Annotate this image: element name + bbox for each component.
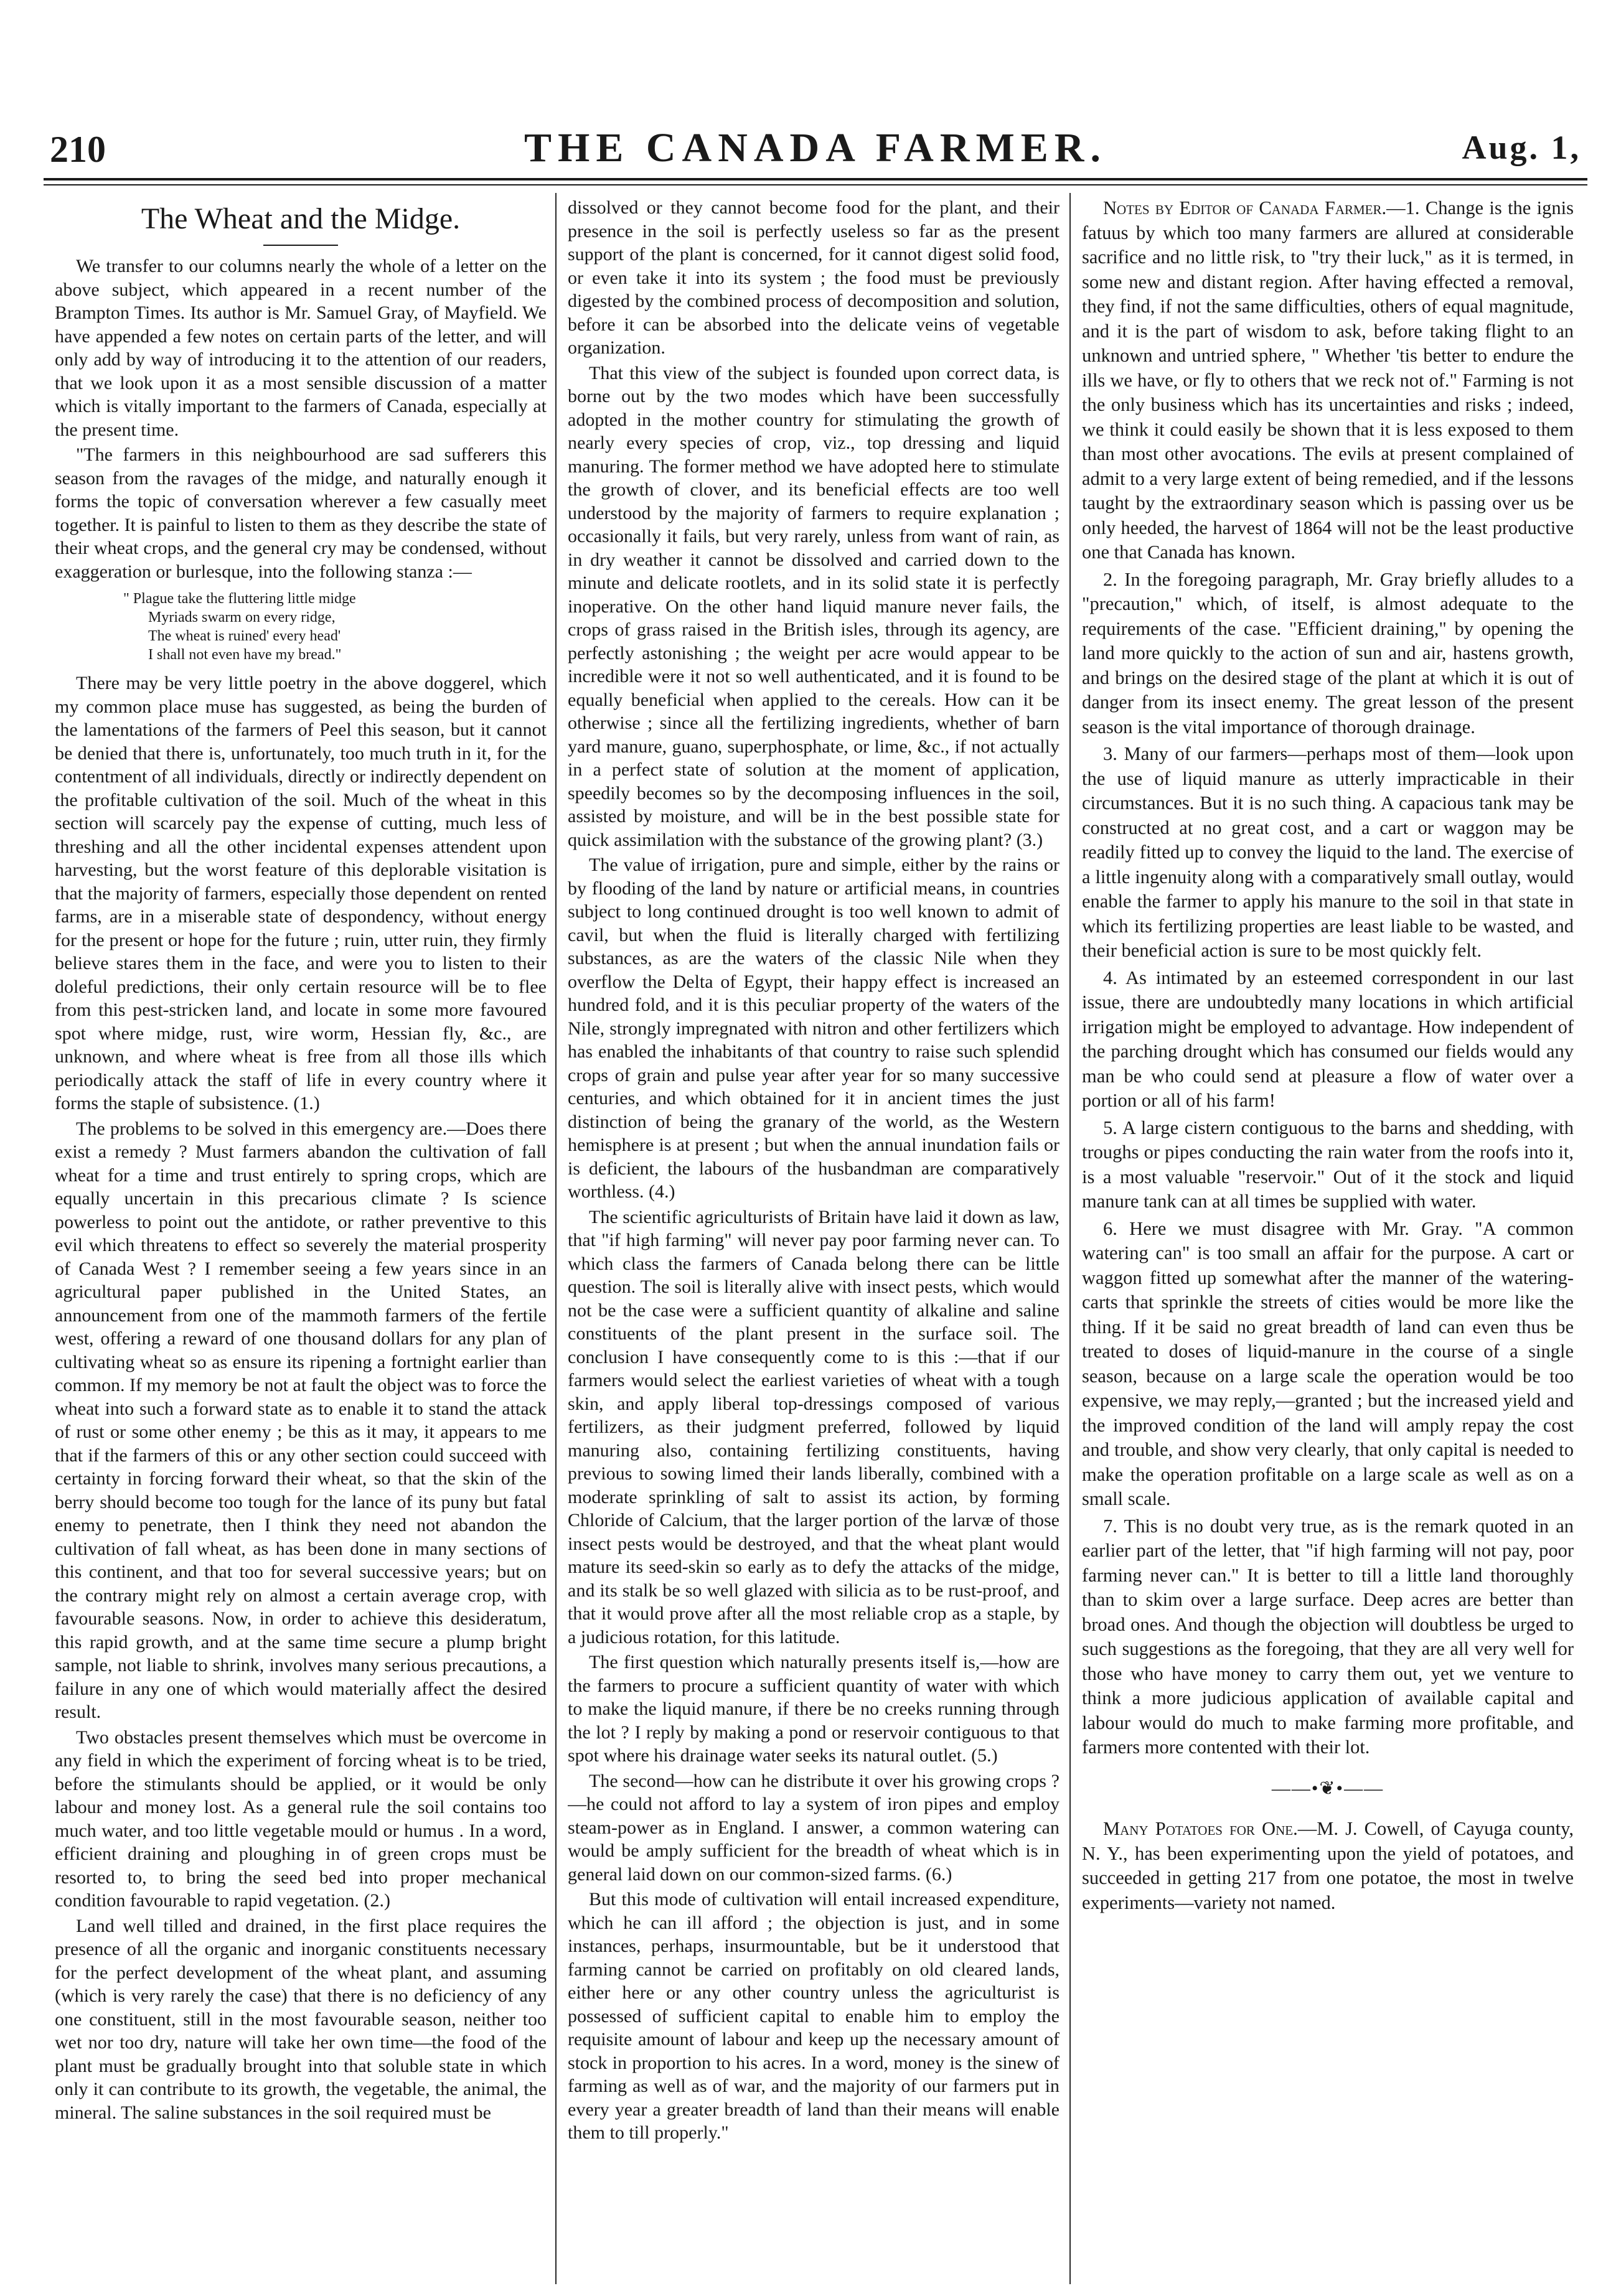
column-1	[55, 196, 547, 2281]
editor-note-2: 2. In the foregoing paragraph, Mr. Gray briefly alludes to a "precaution," which, of itself, is almost adequate to the requirements of the case. "Efficient draining," by opening the land more quickly to the action of sun and air, hastens growth, and brings on the desired stage of the plant at which it is out of danger from its insect enemy. The great lesson of the present season is the vital importance of thorough drainage.	[1082, 568, 1574, 738]
header-rule-thin	[44, 184, 1587, 185]
header-rule-thick	[44, 178, 1587, 180]
letter-paragraph-3: The problems to be solved in this emergency are.—Does there exist a remedy ? Must farmers abandon the cultivation of fall wheat for a time and trust entirely to spring crops, which are equally uncertain in this precarious climate ? Is science powerless to point out the antidote, or rather preventive to this evil which threatens to effect so severely the material prosperity of Canada West ? I remember seeing a few years since in an agricultural paper published in the United States, an announcement from one of the mammoth farmers of the fertile west, offering a reward of one thousand dollars for any plan of cultivating wheat so as ensure its ripening a fortnight earlier than common. If my memory be not at fault the object was to force the wheat into such a forward state as to enable it to stand the attack of rust or some other enemy ; be this as it may, it appears to me that if the farmers of this or any other section could succeed with certainty in forcing forward their wheat, so that the skin of the berry should become too tough for the lance of its puny but fatal enemy to penetrate, then I think they need not abandon the cultivation of fall wheat, as has been done in many sections of this continent, and that too for several successive years; but on the contrary might rely on almost a certain average crop, with favourable seasons. Now, in order to achieve this desideratum, this rapid growth, and at the same time secure a plump bright sample, not liable to shrink, involves many serious precautions, a failure in any one of which would materially affect the desired result.	[55, 1118, 547, 1722]
letter-paragraph-9: The scientific agriculturists of Britain have laid it down as law, that "if high farming" will never pay poor farming never can. To which class the farmers of Canada belong there can be little question. The soil is literally alive with insect pests, which would not be the case were a sufficient quantity of alkaline and saline constituents of the plant present in the surface soil. The conclusion I have consequently come to is this :—that if our farmers would select the earliest varieties of wheat with a tough skin, and apply liberal top-dressings composed of various fertilizers, as their judgment preferred, followed by liquid manuring also, containing fertilizing constituents, having previous to sowing limed their lands liberally, combined with a moderate sprinkling of salt to assist its action, by forming Chloride of Calcium, that the larger portion of the larvæ of those insect pests would be destroyed, and that the wheat plant would mature its seed-skin so early as to defy the attacks of the midge, and its stalk be so well glazed with silicia as to be rust-proof, and that it would prove after all the most reliable crop as a staple, by a judicious rotation, for this latitude.	[568, 1206, 1060, 1647]
potatoes-lead: Many Potatoes for One.	[1103, 1818, 1298, 1839]
letter-paragraph-4: Two obstacles present themselves which must be overcome in any field in which the experiment of forcing wheat is to be tried, before the stimulants should be applied, or it would be only labour and money lost. As a general rule the soil contains too much water, and too little vegetable mould or humus . In a word, efficient draining and ploughing in of green crops must be resorted to, to bring the seed bed into proper mechanical condition favourable to rapid vegetation. (2.)	[55, 1727, 547, 1911]
article-headline: The Wheat and the Midge.	[141, 202, 461, 235]
editor-note-6: 6. Here we must disagree with Mr. Gray. "A common watering can" is too small an affair for the purpose. A cart or waggon fitted up somewhat after the manner of the watering-carts that sprinkle the streets of cities would be more like the thing. If it be said no great breadth of land can even thus be treated to doses of liquid-manure in the course of a single season, because on a large scale the operation would be too expensive, we may reply,—granted ; but the increased yield and the improved condition of the land will amply repay the cost and trouble, and show very clearly, that only capital is needed to make the operation profitable on a large scale as well as on a small scale.	[1082, 1217, 1574, 1509]
editor-note-1-text: —1. Change is the ignis fatuus by which too many farmers are allured at considerable sacrifice and no little risk, to "try their luck," as it is termed, in some new and distant region. After having effected a removal, they find, if not the same difficulties, others of equal magnitude, and it is the part of wisdom to ask, before taking flight to an unknown and untried sphere, " Whether 'tis better to endure the ills we have, or fly to others that we reck not of." Farming is not the only business which has its uncertainties and risks ; indeed, we think it could easily be shown that it is less exposed to them than most other avocations. The evils at present complained of admit to a very large extent of being remedied, and if the lessons taught by the extraordinary season which is passing over us be only heeded, the harvest of 1864 will not be the least productive one that Canada has known.	[1082, 197, 1574, 563]
editor-notes-lead: Notes by Editor of Canada Farmer.	[1103, 197, 1387, 218]
intro-paragraph: We transfer to our columns nearly the whole of a letter on the above subject, which appeared in a recent number of the Brampton Times. Its author is Mr. Samuel Gray, of Mayfield. We have appended a few notes on certain parts of the letter, and will only add by way of introducing it to the attention of our readers, that we look upon it as a most sensible discussion of a matter which is vitally important to the farmers of Canada, especially at the present time.	[55, 256, 547, 440]
letter-paragraph-6: dissolved or they cannot become food for the plant, and their presence in the soil is perfectly useless so far as the present support of the plant is concerned, for it cannot digest solid food, or even take it into its system ; the food must be previously digested by the combined process of decomposition and solution, before it can be absorbed into the delicate veins of vegetable organization.	[568, 197, 1060, 358]
column-divider-2	[1069, 193, 1071, 2284]
editor-note-7: 7. This is no doubt very true, as is the remark quoted in an earlier part of the letter, that "if high farming will not pay, poor farming never can." It is better to till a little land thoroughly than to skim over a large surface. Deep acres are better than broad ones. And though the objection will doubtless be urged to such suggestions as the foregoing, that they are all very well for those who have money to carry them out, yet we venture to think a more judicious application of available capital and labour would do much to make farming more profitable, and farmers more contented with their lot.	[1082, 1515, 1574, 1758]
editor-note-1	[1082, 196, 1574, 565]
potatoes-item	[1082, 1817, 1574, 1915]
letter-paragraph-12: But this mode of cultivation will entail increased expenditure, which he can ill afford ; the objection is just, and in some instances, perhaps, insurmountable, but be it understood that farming cannot be carried on profitably on old cleared lands, either here or any other country unless the agriculturist is possessed of sufficient capital to enable him to employ the requisite amount of labour and keep up the necessary amount of stock in proportion to his acres. In a word, money is the sinew of farming as well as of war, and the majority of our farmers put in every year a greater breadth of land than their means will enable them to till properly."	[568, 1889, 1060, 2143]
letter-paragraph-11: The second—how can he distribute it over his growing crops ?—he could not afford to lay a system of iron pipes and employ steam-power as in England. I answer, a common watering can would be amply sufficient for the breadth of wheat which is in general laid down on our common-sized farms. (6.)	[568, 1770, 1060, 1885]
section-ornament: ——•❦•——	[1271, 1778, 1384, 1799]
column-3	[1082, 196, 1574, 2281]
potatoes-text: —M. J. Cowell, of Cayuga county, N. Y., has been experimenting upon the yield of potatoes, and succeeded in getting 217 from one potatoe, the most in twelve experiments—variety not named.	[1082, 1818, 1574, 1913]
issue-date: Aug. 1,	[1462, 129, 1581, 166]
verse-line: " Plague take the fluttering little midge	[123, 591, 356, 607]
masthead	[44, 124, 1587, 174]
page-number: 210	[50, 129, 106, 170]
letter-paragraph-5: Land well tilled and drained, in the first place requires the presence of all the organic and inorganic constituents necessary for the perfect development of the wheat plant, and assuming (which is very rarely the case) that there is no deficiency of any one constituent, still in the most favourable season, neither too wet nor too dry, nature will take her own time—the food of the plant must be gradually brought into that soluble state in which only it can contribute to its growth, the vegetable, the animal, the mineral. The saline substances in the soil required must be	[55, 1915, 547, 2123]
verse-stanza	[123, 589, 547, 664]
letter-paragraph-7: That this view of the subject is founded upon correct data, is borne out by the two modes which have been successfully adopted in the mother country for stimulating the growth of nearly every species of crop, viz., top dressing and liquid manuring. The former method we have adopted here to stimulate the growth of clover, and its beneficial effects are too well understood by the majority of farmers to require explanation ; occasionally it fails, but very rarely, unless from want of rain, as in dry weather it cannot be dissolved and carried down to the minute and delicate rootlets, and in its solid state it is perfectly inoperative. On the other hand liquid manure never fails, the crops of grass raised in the British isles, through its agency, are perfectly astonishing ; the weight per acre would appear to be incredible were it not so well authenticated, and it is found to be equally beneficial when applied to the cereals. How can it be otherwise ; since all the fertilizing ingredients, whether of barn yard manure, guano, superphosphate, or lime, &c., if not actually in a perfect state of solution at the moment of application, speedily becomes so by the decomposing influences in the soil, assisted by moisture, and will be in the best possible state for quick assimilation with the substance of the growing plant? (3.)	[568, 362, 1060, 850]
column-divider-1	[555, 193, 557, 2284]
letter-paragraph-1: "The farmers in this neighbourhood are sad sufferers this season from the ravages of the midge, and naturally enough it forms the topic of conversation wherever a few casually meet together. It is painful to listen to them as they describe the state of their wheat crops, and the general cry may be condensed, without exaggeration or burlesque, into the following stanza :—	[55, 444, 547, 582]
editor-note-3: 3. Many of our farmers—perhaps most of them—look upon the use of liquid manure as utterly impracticable in their circumstances. But it is no such thing. A capacious tank may be constructed at no great cost, and a cart or waggon may be readily fitted up to convey the liquid to the land. The exercise of a little ingenuity along with a comparatively small outlay, would enable the farmer to apply his manure to the soil in that state in which its fertilizing properties are least liable to be wasted, and their beneficial action is sure to be most quickly felt.	[1082, 743, 1574, 961]
verse-line: I shall not even have my bread."	[148, 647, 342, 663]
column-2	[568, 196, 1060, 2281]
verse-line: The wheat is ruined' every head'	[148, 628, 341, 644]
headline-rule	[263, 245, 338, 246]
editor-note-5: 5. A large cistern contiguous to the barns and shedding, with troughs or pipes conducting the rain water from the roofs into it, is a most valuable "reservoir." Out of it the stock and liquid manure tank can at all times be supplied with water.	[1082, 1117, 1574, 1212]
letter-paragraph-2: There may be very little poetry in the above doggerel, which my common place muse has suggested, as being the burden of the lamentations of the farmers of Peel this season, but it cannot be denied that there is, unfortunately, too much truth in it, for the contentment of all individuals, directly or indirectly dependent on the profitable cultivation of the soil. Much of the wheat in this section will scarcely pay the expense of cutting, much less of threshing and all the other incidental expenses attendent upon harvesting, but the worst feature of this deplorable visitation is that the majority of farmers, especially those dependent on rented farms, are in a miserable state of despondency, without energy for the present or hope for the future ; ruin, utter ruin, they firmly believe stares them in the face, and were you to listen to their doleful predictions, their only certain resource will be to flee from this pest-stricken land, and locate in some more favoured spot where midge, rust, wire worm, Hessian fly, &c., are unknown, and where wheat is free from all those ills which periodically attack the staff of life in every country where it forms the staple of subsistence. (1.)	[55, 673, 547, 1113]
editor-note-4: 4. As intimated by an esteemed correspondent in our last issue, there are undoubtedly many locations in which artificial irrigation might be employed to advantage. How independent of the parching drought which has consumed our fields would any man be who could send at pleasure a flow of water over a portion or all of his farm!	[1082, 967, 1574, 1111]
verse-line: Myriads swarm on every ridge,	[148, 609, 336, 626]
letter-paragraph-10: The first question which naturally presents itself is,—how are the farmers to procure a sufficient quantity of water with which to make the liquid manure, if there be no creeks running through the lot ? I reply by making a pond or reservoir contiguous to that spot where his drainage water seeks its natural outlet. (5.)	[568, 1652, 1060, 1766]
newspaper-title: THE CANADA FARMER.	[524, 125, 1107, 171]
letter-paragraph-8: The value of irrigation, pure and simple, either by the rains or by flooding of the land by nature or artificial means, in countries subject to long continued drought is too well known to admit of cavil, but when the fluid is literally charged with fertilizing substances, as are the waters of the classic Nile when they overflow the Delta of Egypt, their happy effect is increased an hundred fold, and it is this peculiar property of the waters of the Nile, strongly impregnated with nitron and other fertilizers which has enabled the inhabitants of that country to raise such splendid crops of grain and pulse year after year for so many successive centuries, and which obtained for it in ancient times the just distinction of being the granary of the world, as the Western hemisphere is at present ; but when the annual inundation fails or is deficient, the labours of the husbandman are comparatively worthless. (4.)	[568, 855, 1060, 1202]
